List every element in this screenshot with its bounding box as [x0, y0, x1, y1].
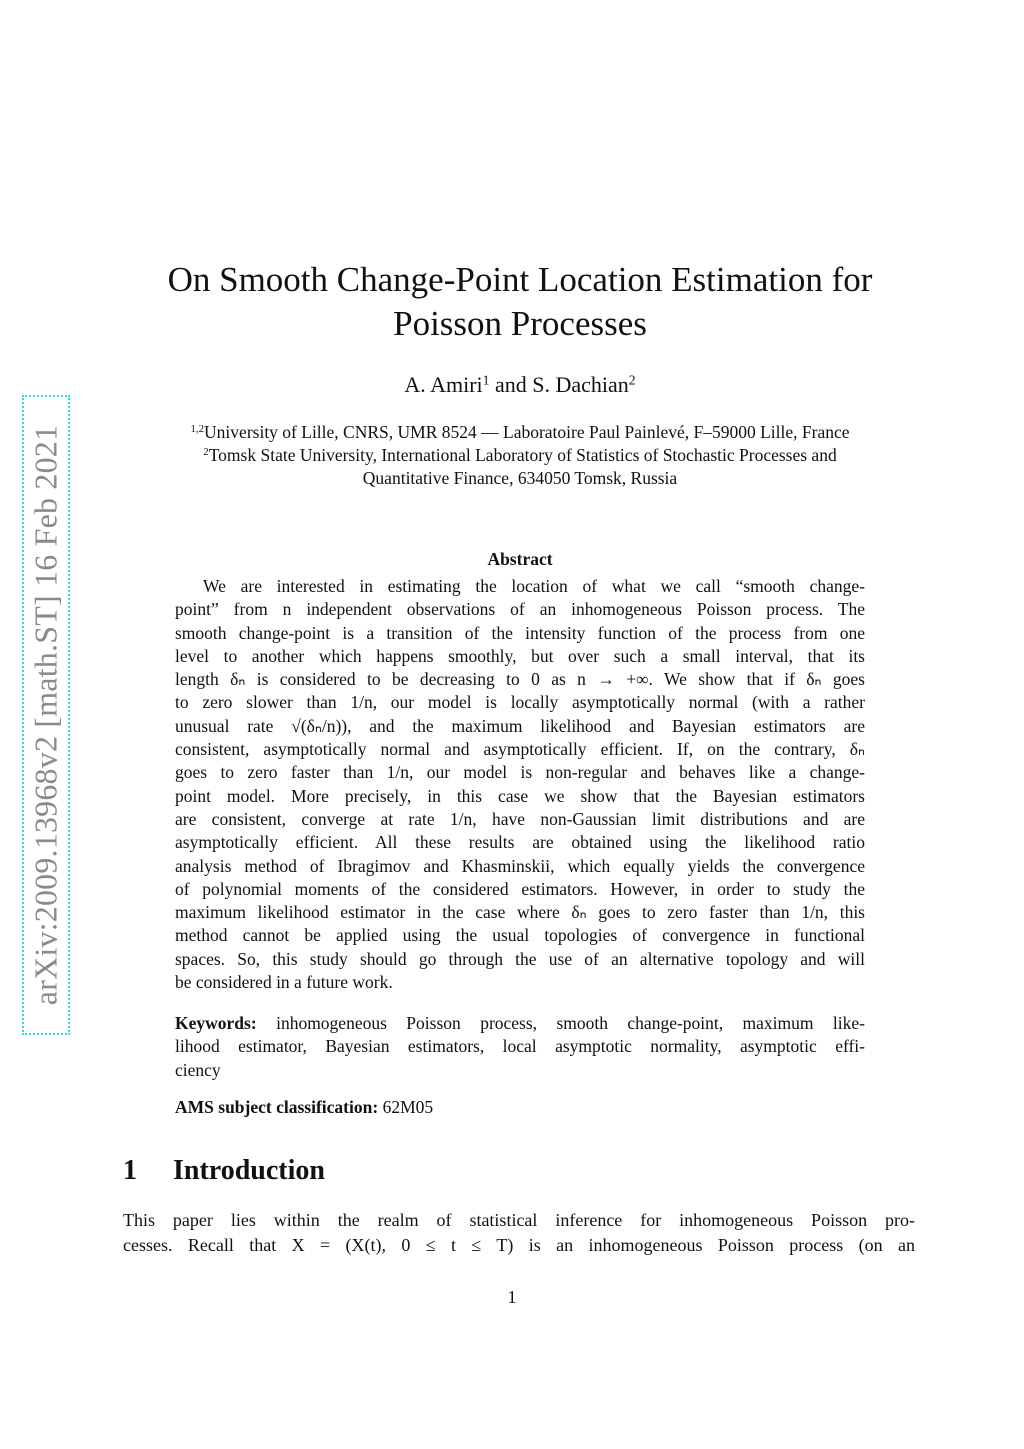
- abstract-line: length δₙ is considered to be decreasing to 0 as n → +∞. We show that if δₙ goes: [175, 669, 865, 690]
- abstract-line: point” from n independent observations of an inhomogeneous Poisson process. The: [175, 599, 865, 620]
- keywords-line-1: [175, 1012, 865, 1035]
- arxiv-stamp[interactable]: [22, 395, 70, 1035]
- section-heading: [123, 1155, 325, 1187]
- intro-paragraph: [123, 1208, 915, 1258]
- paper-title: [120, 258, 920, 346]
- abstract-line: be considered in a future work.: [175, 972, 393, 993]
- abstract-line: to zero slower than 1/n, our model is locally asymptotically normal (with a rather: [175, 692, 865, 713]
- abstract-heading: Abstract: [487, 549, 553, 569]
- title-line-2: Poisson Processes: [393, 304, 647, 343]
- author-conjunction: and: [494, 372, 527, 397]
- affiliation-2-line-2: Quantitative Finance, 634050 Tomsk, Russia: [362, 468, 678, 488]
- intro-line-1: This paper lies within the realm of statistical inference for inhomogeneous Poisson pro-: [123, 1210, 915, 1230]
- abstract-line: analysis method of Ibragimov and Khasminskii, which equally yields the convergence: [175, 855, 865, 876]
- arxiv-stamp-text: arXiv:2009.13968v2 [math.ST] 16 Feb 2021: [27, 424, 64, 1006]
- abstract-body: [175, 575, 865, 994]
- title-line-1: On Smooth Change-Point Location Estimation for: [167, 260, 873, 299]
- abstract-line: spaces. So, this study should go through the use of an alternative topology and will: [175, 948, 865, 969]
- affiliation-2-line-1: Tomsk State University, International Laboratory of Statistics of Stochastic Processes and: [208, 445, 837, 465]
- affiliation-1-marker: 1,2: [190, 423, 205, 436]
- author-2-marker: 2: [628, 372, 636, 388]
- page-number: 1: [507, 1287, 517, 1307]
- keywords-line-3: ciency: [175, 1059, 221, 1080]
- abstract-line: asymptotically efficient. All these results are obtained using the likelihood ratio: [175, 832, 865, 853]
- abstract-line: method cannot be applied using the usual topologies of convergence in functional: [175, 925, 865, 946]
- abstract-line: maximum likelihood estimator in the case where δₙ goes to zero faster than 1/n, this: [175, 902, 865, 923]
- author-1-marker: 1: [482, 372, 490, 388]
- ams-value: 62M05: [382, 1097, 434, 1117]
- abstract-line: level to another which happens smoothly, but over such a small interval, that its: [175, 645, 865, 666]
- affiliation-2-marker: 2: [203, 446, 209, 459]
- section-number: 1: [123, 1155, 137, 1186]
- abstract-line: unusual rate √(δₙ/n)), and the maximum likelihood and Bayesian estimators are: [175, 715, 865, 736]
- section-title: Introduction: [173, 1155, 325, 1186]
- abstract-line: consistent, asymptotically normal and asymptotically efficient. If, on the contrary, δₙ: [175, 739, 865, 760]
- author-list: [120, 372, 920, 398]
- keywords-label: Keywords:: [175, 1013, 257, 1033]
- abstract-line: of polynomial moments of the considered estimators. However, in order to study the: [175, 878, 865, 899]
- abstract-line: We are interested in estimating the location of what we call “smooth change-: [203, 576, 865, 596]
- affiliation-1-text: University of Lille, CNRS, UMR 8524 — Laboratoire Paul Painlevé, F–59000 Lille, France: [204, 422, 850, 442]
- ams-label: AMS subject classification:: [175, 1097, 379, 1117]
- abstract-line: are consistent, converge at rate 1/n, have non-Gaussian limit distributions and are: [175, 808, 865, 829]
- affiliation-1: [120, 421, 920, 444]
- abstract-line: point model. More precisely, in this case we show that the Bayesian estimators: [175, 785, 865, 806]
- keywords-line-2: lihood estimator, Bayesian estimators, local asymptotic normality, asymptotic effi-: [175, 1036, 865, 1057]
- abstract-line: smooth change-point is a transition of the intensity function of the process from one: [175, 622, 865, 643]
- ams-classification: [175, 1097, 865, 1118]
- author-2: S. Dachian: [532, 372, 629, 397]
- author-1: A. Amiri: [404, 372, 483, 397]
- affiliation-2: [120, 444, 920, 490]
- intro-line-2: cesses. Recall that X = (X(t), 0 ≤ t ≤ T) is an inhomogeneous Poisson process (on an: [123, 1235, 915, 1255]
- keywords-text-1: inhomogeneous Poisson process, smooth change-point, maximum like-: [276, 1013, 865, 1033]
- keywords-block: [175, 1012, 865, 1082]
- abstract-line: goes to zero faster than 1/n, our model is non-regular and behaves like a change-: [175, 762, 865, 783]
